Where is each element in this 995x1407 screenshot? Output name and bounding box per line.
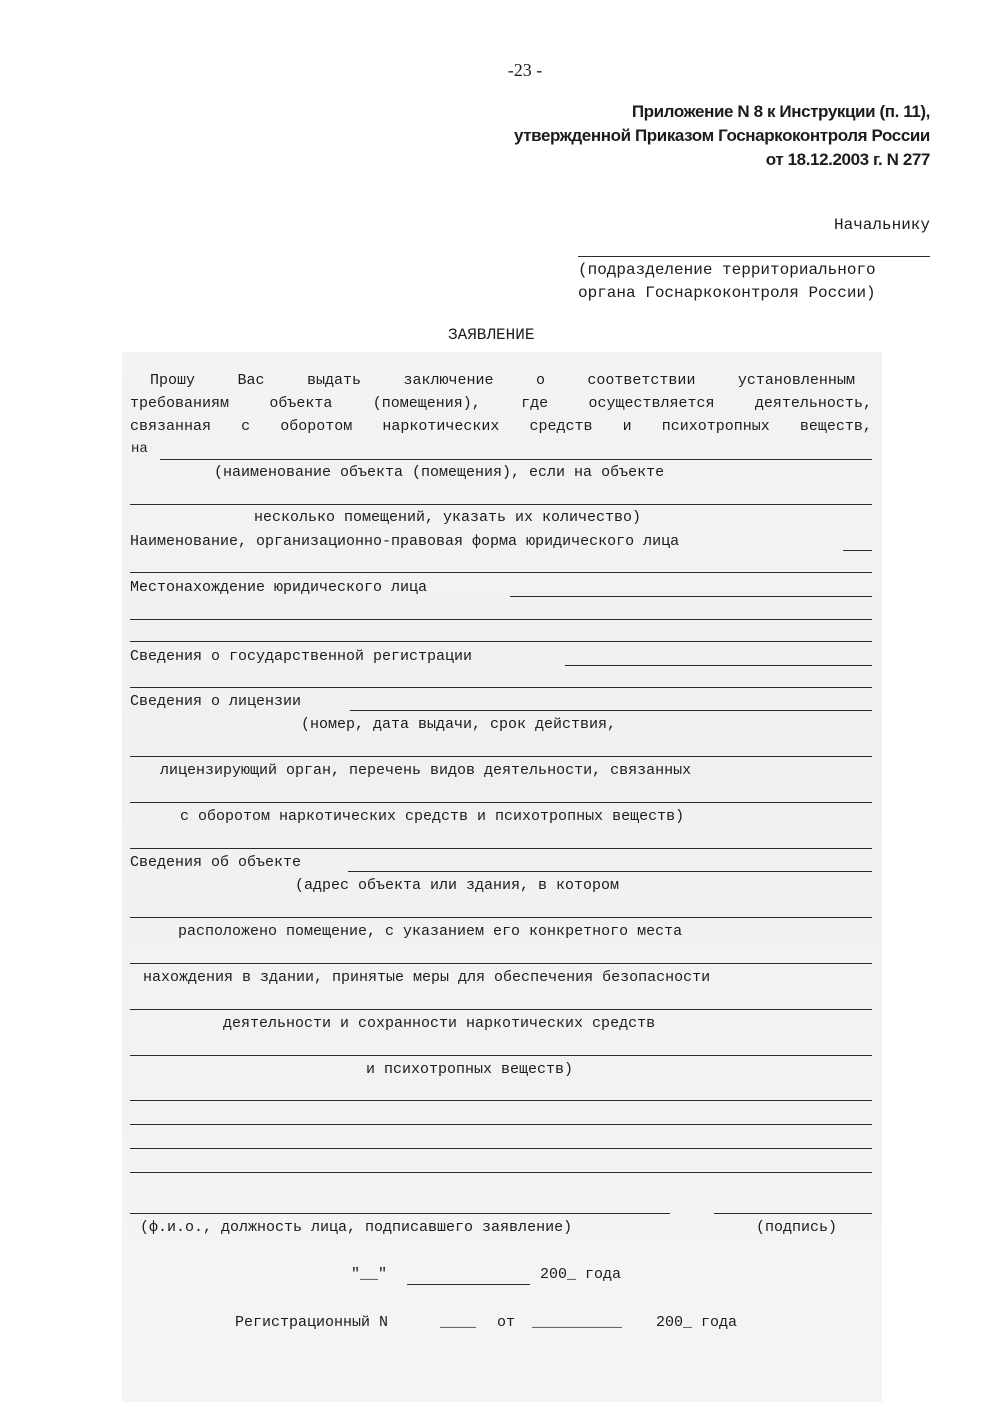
location-line-3[interactable]	[130, 641, 872, 642]
object-info-line-4[interactable]	[130, 1009, 872, 1010]
signer-name-hint: (ф.и.о., должность лица, подписавшего заявление)	[140, 1219, 573, 1236]
location-label: Местонахождение юридического лица	[130, 579, 428, 596]
license-line-4[interactable]	[130, 848, 872, 849]
reg-year: 200_ года	[656, 1314, 738, 1331]
registration-line-2[interactable]	[130, 687, 872, 688]
object-info-line[interactable]	[348, 871, 872, 872]
addressee-line[interactable]	[578, 256, 930, 257]
object-name-line[interactable]	[160, 459, 872, 460]
blank-line-4[interactable]	[130, 1172, 872, 1173]
blank-line-2[interactable]	[130, 1124, 872, 1125]
addressee-hint-1: (подразделение территориального	[578, 261, 876, 279]
object-info-hint-1: (адрес объекта или здания, в котором	[295, 877, 620, 894]
object-info-label: Сведения об объекте	[130, 854, 302, 871]
object-info-hint-2: расположено помещение, с указанием его конкретного места	[178, 923, 683, 940]
reg-date-blank[interactable]: __________	[532, 1314, 623, 1331]
date-year: 200_ года	[540, 1266, 622, 1283]
object-name-line-2[interactable]	[130, 504, 872, 505]
appendix-line-3: от 18.12.2003 г. N 277	[765, 150, 930, 169]
date-month-line[interactable]	[407, 1284, 530, 1285]
page-number: -23 -	[507, 60, 543, 80]
on-label: на	[131, 441, 148, 457]
location-line-2[interactable]	[130, 619, 872, 620]
object-info-hint-5: и психотропных веществ)	[366, 1061, 574, 1078]
blank-line-3[interactable]	[130, 1148, 872, 1149]
object-info-line-5[interactable]	[130, 1055, 872, 1056]
license-line-3[interactable]	[130, 802, 872, 803]
signer-name-line[interactable]	[130, 1213, 670, 1214]
registration-line[interactable]	[565, 665, 872, 666]
registration-label: Сведения о государственной регистрации	[130, 648, 473, 665]
request-line-2: требованиям объекта (помещения), где осуществляется деятельность,	[130, 395, 872, 412]
document-title: ЗАЯВЛЕНИЕ	[448, 326, 535, 344]
legal-name-line[interactable]	[843, 550, 872, 551]
object-info-hint-4: деятельности и сохранности наркотических средств	[223, 1015, 656, 1032]
object-info-line-3[interactable]	[130, 963, 872, 964]
license-hint-1: (номер, дата выдачи, срок действия,	[301, 716, 617, 733]
appendix-line-1: Приложение N 8 к Инструкции (п. 11),	[631, 102, 930, 121]
addressee-to: Начальнику	[833, 216, 930, 234]
license-line-2[interactable]	[130, 756, 872, 757]
appendix-line-2: утвержденной Приказом Госнаркоконтроля России	[513, 126, 930, 145]
license-hint-3: с оборотом наркотических средств и психотропных веществ)	[180, 808, 685, 825]
reg-from-label: от	[497, 1314, 516, 1331]
legal-name-label: Наименование, организационно-правовая форма юридического лица	[130, 533, 680, 550]
object-info-hint-3: нахождения в здании, принятые меры для обеспечения безопасности	[143, 969, 711, 986]
license-line[interactable]	[350, 710, 872, 711]
date-day: "__"	[351, 1266, 388, 1283]
request-line-3: связанная с оборотом наркотических средств и психотропных веществ,	[130, 418, 872, 435]
object-info-line-2[interactable]	[130, 917, 872, 918]
license-label: Сведения о лицензии	[130, 693, 302, 710]
legal-name-line-2[interactable]	[130, 572, 872, 573]
addressee-hint-2: органа Госнаркоконтроля России)	[578, 284, 876, 302]
object-name-hint-2: несколько помещений, указать их количество)	[254, 509, 642, 526]
request-line-1: Прошу Вас выдать заключение о соответствии установленным	[150, 372, 855, 389]
reg-number-label: Регистрационный N	[235, 1314, 389, 1331]
signature-hint: (подпись)	[756, 1219, 838, 1236]
location-line[interactable]	[510, 596, 872, 597]
object-name-hint-1: (наименование объекта (помещения), если на объекте	[214, 464, 665, 481]
blank-line-1[interactable]	[130, 1100, 872, 1101]
license-hint-2: лицензирующий орган, перечень видов деятельности, связанных	[160, 762, 692, 779]
signature-line[interactable]	[714, 1213, 872, 1214]
reg-number-blank[interactable]: ____	[440, 1314, 477, 1331]
